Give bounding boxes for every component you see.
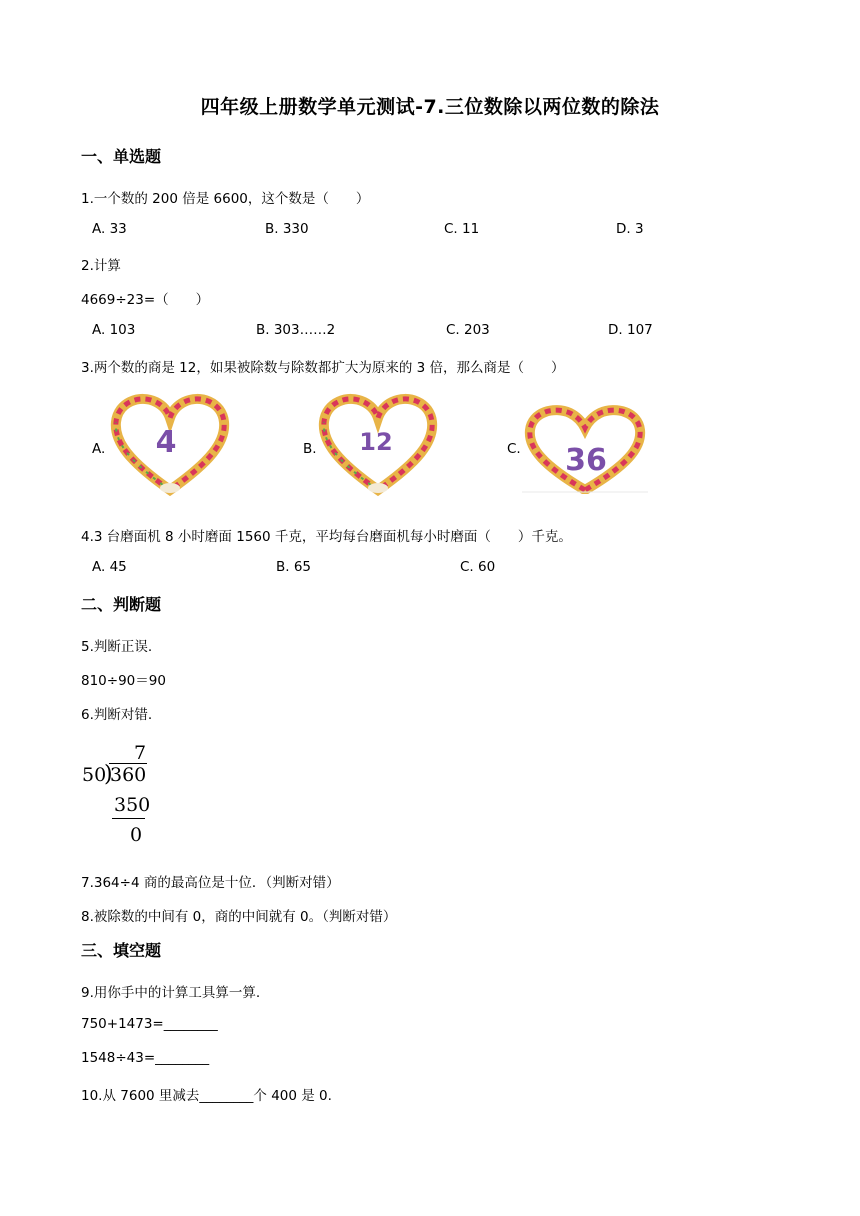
q2-option-c: C. 203: [446, 322, 490, 338]
q3-option-a-heart-image: [110, 392, 230, 502]
question-2-expression: 4669÷23=（ ）: [81, 292, 210, 308]
q3-option-b-number: 12: [359, 428, 393, 456]
question-6-text: 6.判断对错.: [81, 707, 153, 723]
q3-option-a-number: 4: [155, 425, 177, 460]
page-title: 四年级上册数学单元测试-7.三位数除以两位数的除法: [200, 96, 660, 118]
section-heading-fill-blank: 三、填空题: [81, 941, 162, 960]
q3-option-b-label: B.: [303, 441, 317, 457]
long-division-subtraction-line: [112, 818, 145, 819]
q3-option-b-heart-image: [318, 392, 438, 502]
q3-option-a-label: A.: [92, 441, 106, 457]
long-division-quotient: 7: [134, 742, 147, 764]
question-9-line-1: 750+1473=________: [81, 1016, 218, 1032]
long-division-remainder: 0: [130, 824, 143, 846]
question-8-text: 8.被除数的中间有 0，商的中间就有 0。（判断对错）: [81, 909, 397, 925]
q1-option-d: D. 3: [616, 221, 644, 237]
question-4-text: 4.3 台磨面机 8 小时磨面 1560 千克，平均每台磨面机每小时磨面（ ）千克。: [81, 529, 572, 545]
long-division-divisor: 50: [82, 764, 107, 786]
question-5-text: 5.判断正误.: [81, 639, 153, 655]
question-1-text: 1.一个数的 200 倍是 6600，这个数是（ ）: [81, 191, 370, 207]
question-5-expression: 810÷90＝90: [81, 673, 166, 689]
long-division-dividend: 360: [110, 764, 147, 786]
section-heading-true-false: 二、判断题: [81, 595, 162, 614]
q3-option-c-label: C.: [507, 441, 521, 457]
section-heading-single-choice: 一、单选题: [81, 147, 162, 166]
question-3-text: 3.两个数的商是 12，如果被除数与除数都扩大为原来的 3 倍，那么商是（ ）: [81, 360, 565, 376]
q4-option-a: A. 45: [92, 559, 127, 575]
q4-option-c: C. 60: [460, 559, 496, 575]
question-9-text: 9.用你手中的计算工具算一算.: [81, 985, 261, 1001]
q2-option-d: D. 107: [608, 322, 653, 338]
q2-option-a: A. 103: [92, 322, 136, 338]
question-10-text: 10.从 7600 里减去________个 400 是 0.: [81, 1088, 332, 1104]
q3-option-c-heart-image: [522, 404, 648, 498]
q4-option-b: B. 65: [276, 559, 312, 575]
long-division-bracket: ): [104, 762, 113, 787]
q3-option-c-number: 36: [565, 443, 607, 478]
q2-option-b: B. 303……2: [256, 322, 336, 338]
question-7-text: 7.364÷4 商的最高位是十位．（判断对错）: [81, 875, 340, 891]
q1-option-c: C. 11: [444, 221, 480, 237]
question-2-text: 2.计算: [81, 258, 121, 274]
q1-option-b: B. 330: [265, 221, 309, 237]
question-9-line-2: 1548÷43=________: [81, 1050, 210, 1066]
q1-option-a: A. 33: [92, 221, 127, 237]
long-division-subtrahend: 350: [114, 794, 151, 816]
